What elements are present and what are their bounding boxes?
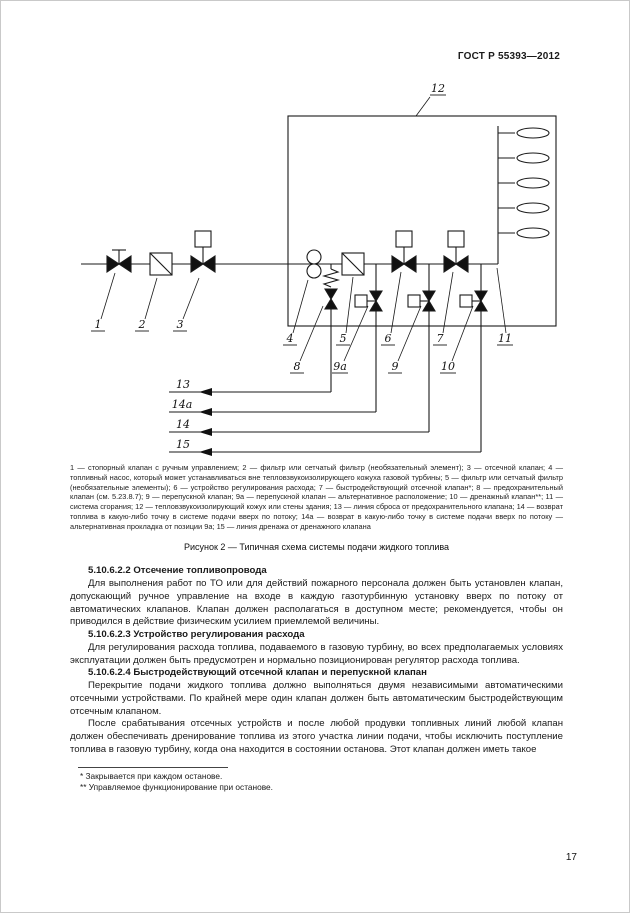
drain-valve-10	[460, 264, 487, 311]
position-label-7: 7	[436, 332, 444, 345]
position-label-15: 15	[176, 438, 190, 451]
position-label-9a: 9а	[333, 360, 347, 373]
return-line-14	[169, 311, 429, 436]
section-paragraph: Для выполнения работ по ТО или для действий пожарного персонала должен быть установлен клапан, допускающий ручное управление на входе в каждую газотурбинную установку вверх по потоку от автоматических клапанов. Клапан должен располагаться в доступном месте; рекомендуется, чтобы он приводился в действие физическим усилием приемлемой величины.	[70, 578, 563, 628]
section-paragraph: После срабатывания отсечных устройств и после любой продувки топливных линий любой клапан должен обеспечивать дренирование топлива из этого участка линии подачи, чтобы исключить поступление топлива в газовую турбину, когда она находится в состоянии останова. Этот клапан должен иметь такое	[70, 718, 563, 755]
relief-valve-8	[324, 264, 338, 309]
position-label-14: 14	[176, 418, 190, 431]
footnote: ** Управляемое функционирование при останове.	[80, 781, 273, 792]
footnote-rule	[78, 767, 228, 768]
combustion-system-11	[498, 126, 549, 264]
position-label-10: 10	[441, 360, 455, 373]
section-paragraph: Перекрытие подачи жидкого топлива должно выполняться двумя независимыми автоматическими отсечными устройствами. По крайней мере один клапан должен быть автоматическим быстродействующим отсечным клапаном.	[70, 680, 563, 717]
position-label-8: 8	[293, 360, 301, 373]
position-label-11: 11	[498, 332, 512, 345]
position-label-9: 9	[391, 360, 399, 373]
position-label-6: 6	[384, 332, 392, 345]
drain-line-15	[169, 311, 481, 456]
figure-legend: 1 — стопорный клапан с ручным управлением; 2 — фильтр или сетчатый фильтр (необязательный элемент); 3 — отсечной клапан; 4 — топливный насос, который может устанавливаться вне тепловзвукоизолирующего кожуха газовой турбины; 5 — фильтр или сетчатый фильтр (необязательные элементы); 6 — устройство регулирования расхода; 7 — быстродействующий отсечной клапан*; 8 — предохранительный клапан (см. 5.23.8.7); 9 — перепускной клапан; 9а — перепускной клапан — альтернативное расположение; 10 — дренажный клапан**; 11 — система сгорания; 12 — тепловзвукоизолирующий кожух или стены здания; 13 — линия сброса от предохранительного клапана; 14 — возврат топлива в какую-либо точку в системе подачи вверх по потоку; 14а — возврат в какую-либо точку в системе подачи вверх по потоку — альтернативная прокладка от позиции 9а; 15 — линия дренажа от дренажного клапана	[70, 463, 563, 531]
section-heading: 5.10.6.2.4 Быстродействующий отсечной клапан и перепускной клапан	[88, 667, 427, 679]
document-code: ГОСТ Р 55393—2012	[457, 51, 560, 62]
position-label-5: 5	[339, 332, 347, 345]
bypass-valve-9	[408, 264, 435, 311]
manual-stop-valve-1	[107, 250, 131, 272]
filter-5	[342, 253, 364, 275]
footnotes	[70, 767, 563, 792]
fast-acting-shutoff-valve-7	[444, 231, 468, 272]
shutoff-valve-3	[191, 231, 215, 272]
figure-caption: Рисунок 2 — Типичная схема системы подачи жидкого топлива	[183, 542, 450, 553]
position-label-3: 3	[176, 318, 184, 331]
body-text	[70, 565, 563, 756]
section-heading: 5.10.6.2.2 Отсечение топливопровода	[88, 565, 267, 577]
flow-control-valve-6	[392, 231, 416, 272]
position-label-14a: 14а	[171, 398, 193, 411]
footnote: * Закрывается при каждом останове.	[80, 770, 223, 781]
position-label-12: 12	[431, 82, 445, 95]
position-label-2: 2	[138, 318, 146, 331]
relief-line-13	[169, 309, 331, 396]
position-label-1: 1	[94, 318, 102, 331]
filter-2	[150, 253, 172, 275]
position-label-4: 4	[286, 332, 294, 345]
section-heading: 5.10.6.2.3 Устройство регулирования расхода	[88, 629, 305, 641]
page-number: 17	[565, 852, 577, 863]
section-paragraph: Для регулирования расхода топлива, подаваемого в газовую турбину, во всех предполагаемых условиях эксплуатации должен быть предусмотрен и нормально позиционирован регулятор расхода топлива.	[70, 641, 563, 666]
content-column	[70, 463, 563, 793]
fuel-system-diagram	[1, 1, 630, 471]
leader-lines	[101, 97, 506, 361]
position-label-13: 13	[176, 378, 190, 391]
